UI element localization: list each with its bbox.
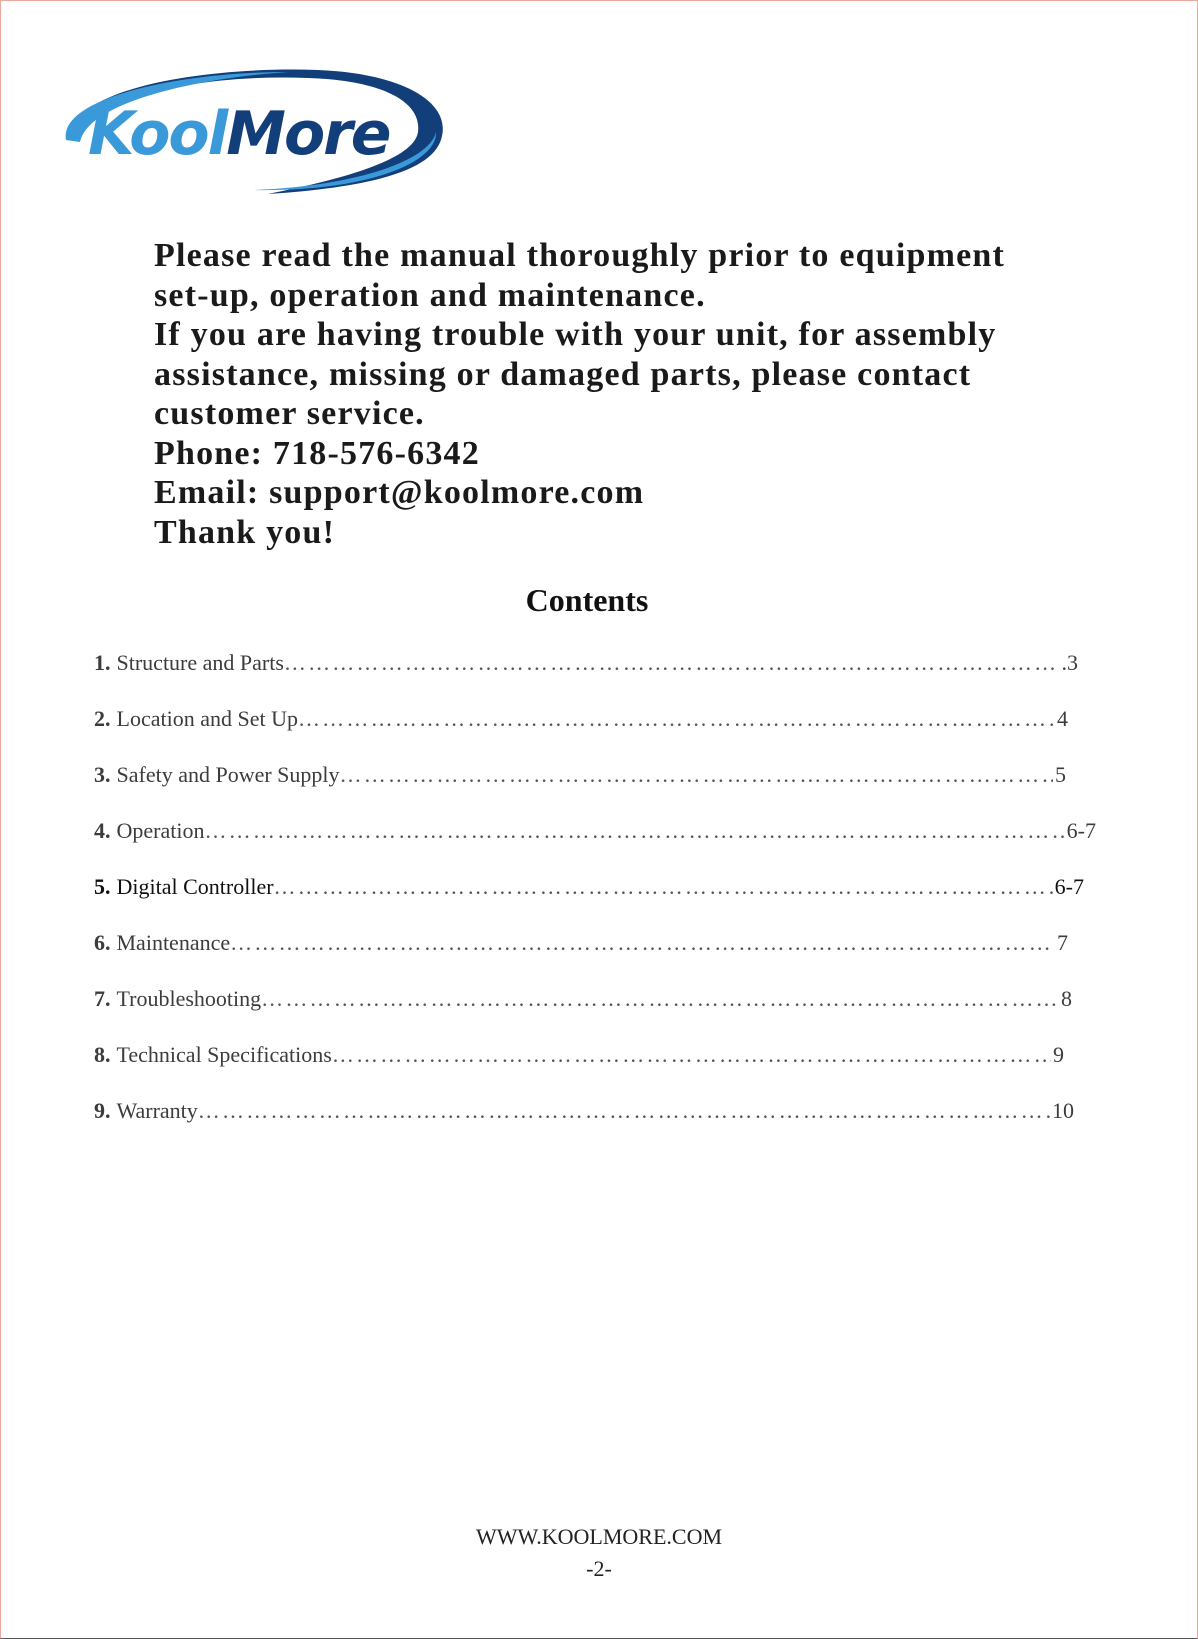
toc-page: 8 xyxy=(1061,986,1072,1011)
toc-page: .3 xyxy=(1061,650,1078,675)
toc-page: 4 xyxy=(1057,706,1068,731)
toc-title: Maintenance xyxy=(116,930,231,955)
toc-leader xyxy=(198,1098,1050,1124)
svg-text:KoolMore xyxy=(88,99,390,169)
notice-line: customer service. xyxy=(154,395,425,432)
toc-item-warranty[interactable] xyxy=(94,1098,1074,1128)
toc-leader xyxy=(298,706,1055,732)
notice-line: Please read the manual thoroughly prior to equipment xyxy=(154,237,1006,274)
logo-text-more: More xyxy=(226,99,390,169)
toc-title: Operation xyxy=(116,818,205,843)
manual-notice xyxy=(154,236,1074,552)
toc-leader xyxy=(332,1042,1051,1068)
toc-leader xyxy=(230,930,1055,956)
footer-page-number: -2- xyxy=(586,1556,612,1581)
toc-title: Digital Controller xyxy=(116,874,274,899)
toc-number: 9. xyxy=(94,1098,111,1123)
toc-page: 6-7 xyxy=(1066,818,1096,843)
toc-number: 5. xyxy=(94,874,111,899)
toc-page: 6-7 xyxy=(1054,874,1084,899)
toc-number: 7. xyxy=(94,986,111,1011)
notice-line: set-up, operation and maintenance. xyxy=(154,276,706,314)
toc-leader xyxy=(261,986,1059,1012)
toc-number: 2. xyxy=(94,706,111,731)
toc-item-operation[interactable] xyxy=(94,818,1096,848)
notice-email: Email: support@koolmore.com xyxy=(154,474,645,511)
notice-line: assistance, missing or damaged parts, please contact xyxy=(154,355,972,393)
toc-title: Safety and Power Supply xyxy=(116,762,340,787)
toc-number: 3. xyxy=(94,762,111,787)
toc-item-troubleshooting[interactable] xyxy=(94,986,1072,1016)
logo-text-koo: Koo xyxy=(88,99,208,169)
footer-website[interactable]: WWW.KOOLMORE.COM xyxy=(475,1524,723,1549)
toc-title: Troubleshooting xyxy=(116,986,262,1011)
notice-phone: Phone: 718-576-6342 xyxy=(154,434,480,472)
toc-page: 9 xyxy=(1053,1042,1064,1067)
toc-leader xyxy=(274,874,1053,900)
toc-number: 6. xyxy=(94,930,111,955)
toc-title: Technical Specifications xyxy=(116,1042,332,1067)
toc-number: 1. xyxy=(94,650,111,675)
toc-number: 4. xyxy=(94,818,111,843)
contents-title: Contents xyxy=(525,582,649,618)
notice-line: If you are having trouble with your unit, for assembly xyxy=(154,316,997,353)
toc-item-structure-and-parts[interactable] xyxy=(94,650,1078,680)
toc-leader xyxy=(340,762,1053,788)
toc-page: 10 xyxy=(1052,1098,1074,1123)
toc-page: 5 xyxy=(1055,762,1066,787)
toc-number: 8. xyxy=(94,1042,111,1067)
toc-item-maintenance[interactable] xyxy=(94,930,1068,960)
toc-item-digital-controller[interactable] xyxy=(94,874,1084,904)
toc-item-technical-specifications[interactable] xyxy=(94,1042,1064,1072)
koolmore-logo xyxy=(58,58,448,198)
toc-item-safety-and-power-supply[interactable] xyxy=(94,762,1066,792)
toc-item-location-and-set-up[interactable] xyxy=(94,706,1068,736)
toc-title: Location and Set Up xyxy=(116,706,298,731)
logo-text-l: l xyxy=(207,99,227,169)
toc-page: 7 xyxy=(1057,930,1068,955)
toc-title: Warranty xyxy=(116,1098,198,1123)
notice-thanks: Thank you! xyxy=(154,513,336,551)
toc-leader xyxy=(204,818,1064,844)
toc-title: Structure and Parts xyxy=(116,650,284,675)
toc-leader xyxy=(284,650,1060,676)
